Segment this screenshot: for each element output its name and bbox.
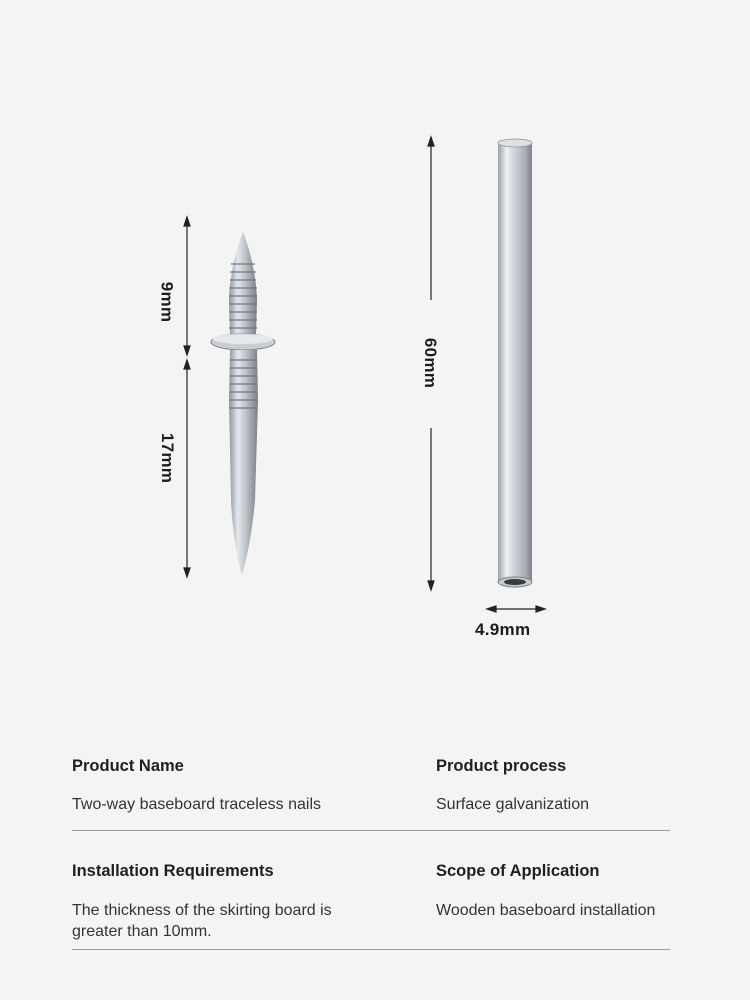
- tube-diameter-dimension-arrow: [487, 606, 545, 612]
- spec-title-product-process: Product process: [436, 757, 567, 775]
- spec-value-scope-of-application: Wooden baseboard installation: [436, 902, 656, 919]
- spec-value-installation-requirements: The thickness of the skirting board is greater than 10mm.: [72, 902, 332, 940]
- spec-title-product-name: Product Name: [72, 757, 184, 775]
- divider: [72, 949, 670, 950]
- spec-title-installation-requirements: Installation Requirements: [72, 862, 274, 880]
- nail-image: [211, 232, 275, 575]
- spec-value-product-process: Surface galvanization: [436, 796, 589, 813]
- tube-length-dimension-label: 60mm: [421, 337, 441, 389]
- product-specs: [0, 700, 750, 1000]
- divider: [72, 830, 670, 831]
- nail-top-dimension-label: 9mm: [157, 281, 177, 323]
- tube-diameter-dimension-label: 4.9mm: [475, 620, 531, 639]
- tube-image: [498, 139, 532, 587]
- spec-title-scope-of-application: Scope of Application: [436, 862, 600, 880]
- nail-bottom-dimension-label: 17mm: [158, 432, 178, 484]
- nail-top-dimension-arrow: [184, 217, 190, 355]
- spec-value-product-name: Two-way baseboard traceless nails: [72, 796, 322, 813]
- nail-bottom-dimension-arrow: [184, 360, 190, 577]
